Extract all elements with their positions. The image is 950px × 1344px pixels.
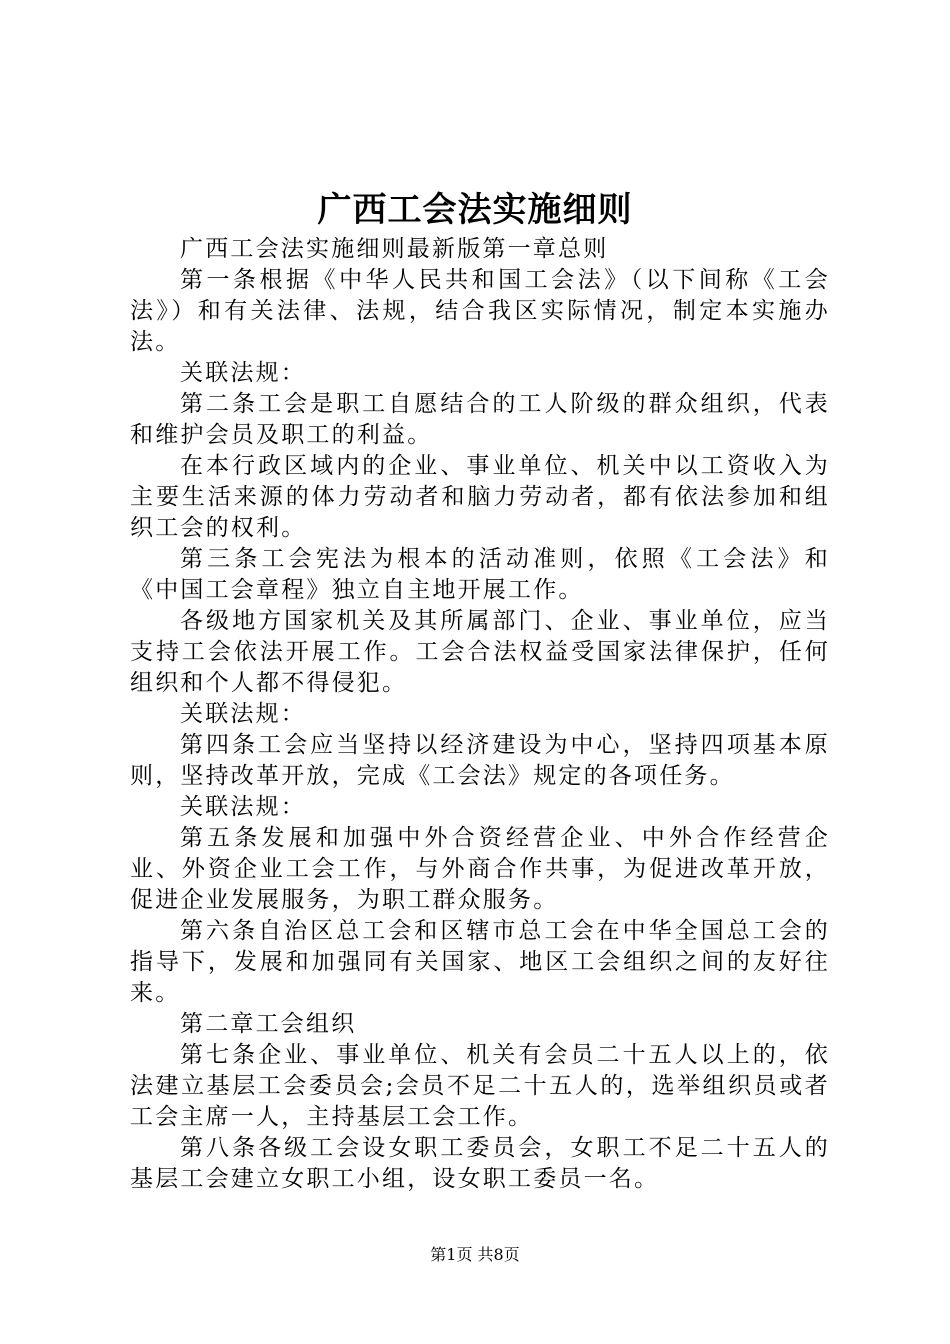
paragraph: 第八条各级工会设女职工委员会，女职工不足二十五人的基层工会建立女职工小组，设女职工委员一名。 <box>130 1135 830 1192</box>
paragraph: 关联法规： <box>180 794 306 820</box>
paragraph: 第二条工会是职工自愿结合的工人阶级的群众组织，代表和维护会员及职工的利益。 <box>130 391 830 448</box>
paragraph: 各级地方国家机关及其所属部门、企业、事业单位，应当支持工会依法开展工作。工会合法权益受国家法律保护，任何组织和个人都不得侵犯。 <box>130 608 830 696</box>
page-footer: 第1页 共8页 <box>430 1245 520 1264</box>
paragraph: 第七条企业、事业单位、机关有会员二十五人以上的，依法建立基层工会委员会;会员不足二十五人的，选举组织员或者工会主席一人，主持基层工会工作。 <box>130 1042 830 1130</box>
paragraph: 第一条根据《中华人民共和国工会法》（以下间称《工会法》）和有关法律、法规，结合我区实际情况，制定本实施办法。 <box>130 267 830 355</box>
paragraph: 第二章工会组织 <box>180 1011 357 1037</box>
paragraph: 广西工会法实施细则最新版第一章总则 <box>180 236 609 262</box>
paragraph: 关联法规： <box>180 701 306 727</box>
paragraph: 第六条自治区总工会和区辖市总工会在中华全国总工会的指导下，发展和加强同有关国家、地区工会组织之间的友好往来。 <box>130 918 830 1006</box>
paragraph: 第四条工会应当坚持以经济建设为中心，坚持四项基本原则，坚持改革开放，完成《工会法》规定的各项任务。 <box>130 732 830 789</box>
document-body <box>130 234 830 1195</box>
paragraph: 关联法规： <box>180 360 306 386</box>
paragraph: 第五条发展和加强中外合资经营企业、中外合作经营企业、外资企业工会工作，与外商合作共事，为促进改革开放，促进企业发展服务，为职工群众服务。 <box>130 825 830 913</box>
document-title: 广西工会法实施细则 <box>317 190 633 230</box>
paragraph: 第三条工会宪法为根本的活动准则，依照《工会法》和《中国工会章程》独立自主地开展工作。 <box>130 546 830 603</box>
paragraph: 在本行政区域内的企业、事业单位、机关中以工资收入为主要生活来源的体力劳动者和脑力劳动者，都有依法参加和组织工会的权利。 <box>130 453 830 541</box>
